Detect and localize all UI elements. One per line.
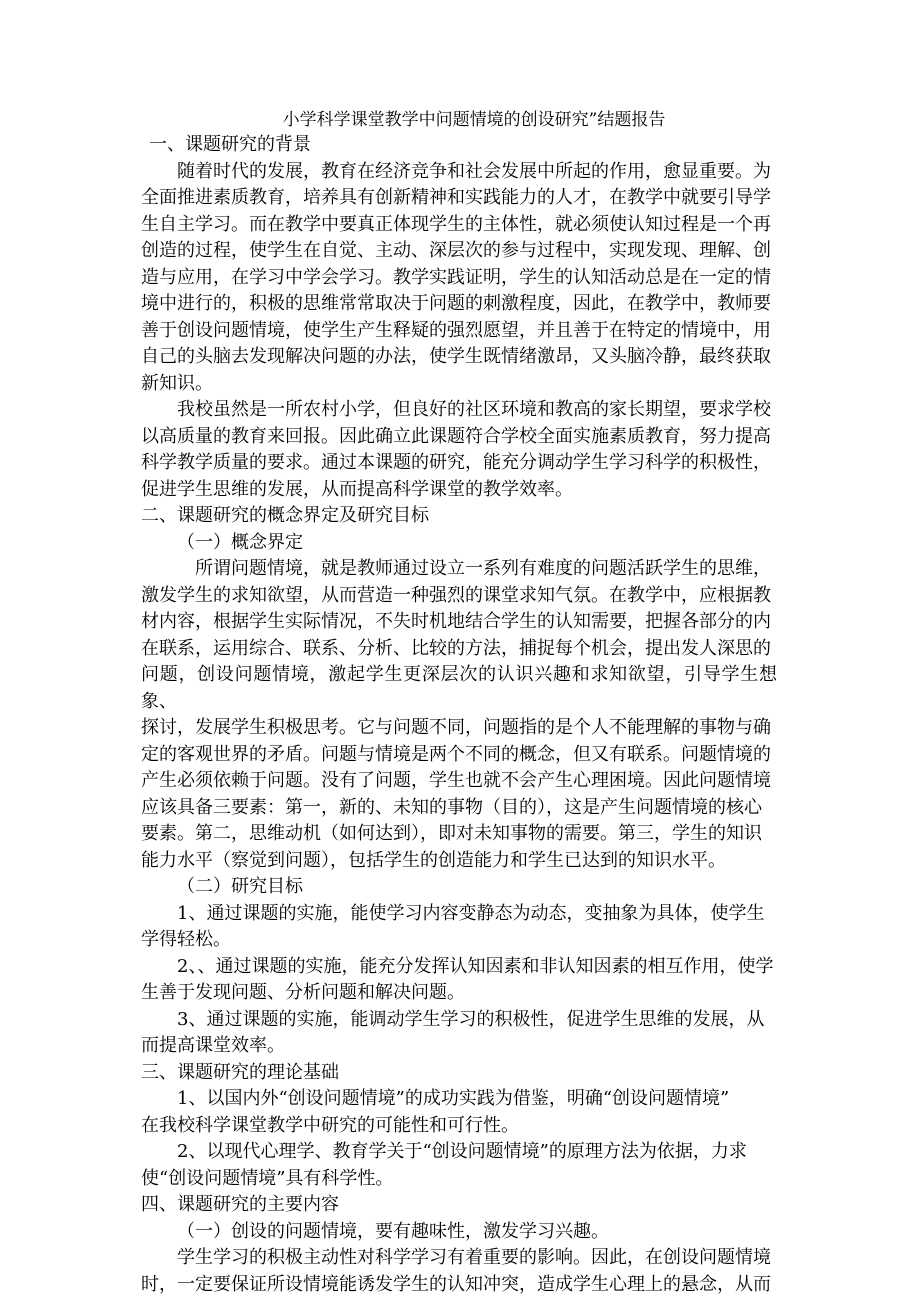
body-line: 学得轻松。: [141, 929, 231, 950]
body-line: 使“创设问题情境”具有科学性。: [141, 1167, 394, 1189]
body-line: 随着时代的发展，教育在经济竞争和社会发展中所起的作用，愈显重要。为: [177, 160, 771, 182]
body-line: 能力水平（察觉到问题），包括学生的创造能力和学生已达到的知识水平。: [141, 849, 726, 871]
body-line: 2、、通过课题的实施，能充分发挥认知因素和非认知因素的相互作用，使学: [177, 955, 774, 977]
body-line: 定的客观世界的矛盾。问题与情境是两个不同的概念，但又有联系。问题情境的: [141, 743, 771, 765]
body-line: 而提高课堂效率。: [141, 1035, 285, 1056]
body-line: 创造的过程，使学生在自觉、主动、深层次的参与过程中，实现发现、理解、创: [141, 240, 771, 261]
body-line: 材内容，根据学生实际情况，不失时机地结合学生的认知需要，把握各部分的内: [141, 611, 771, 632]
subsection-heading: （一）创设的问题情境，要有趣味性，激发学习兴趣。: [177, 1220, 609, 1242]
body-line: 1、通过课题的实施，能使学习内容变静态为动态，变抽象为具体，使学生: [177, 902, 765, 924]
body-line: 时，一定要保证所设情境能诱发学生的认知冲突，造成学生心理上的悬念，从而: [141, 1273, 771, 1295]
subsection-heading: （一）概念界定: [177, 531, 303, 553]
body-line: 科学教学质量的要求。通过本课题的研究，能充分调动学生学习科学的积极性，: [141, 452, 771, 473]
body-line: 要素。第二，思维动机（如何达到），即对未知事物的需要。第三，学生的知识: [141, 823, 762, 844]
body-line: 3、通过课题的实施，能调动学生学习的积极性，促进学生思维的发展，从: [177, 1008, 765, 1030]
body-line: 自己的头脑去发现解决问题的办法，使学生既情绪激昂，又头脑冷静，最终获取: [141, 346, 771, 367]
section-heading: 二、课题研究的概念界定及研究目标: [141, 505, 429, 526]
body-line: 在联系，运用综合、联系、分析、比较的方法，捕捉每个机会，提出发人深思的: [141, 637, 771, 659]
document-title: 小学科学课堂教学中问题情境的创设研究”结题报告: [282, 110, 666, 130]
body-line: 全面推进素质教育，培养具有创新精神和实践能力的人才，在教学中就要引导学: [141, 187, 771, 208]
document-body: [141, 132, 777, 1298]
body-line: 所谓问题情境，就是教师通过设立一系列有难度的问题活跃学生的思维，: [195, 558, 771, 579]
body-line: 在我校科学课堂教学中研究的可能性和可行性。: [141, 1114, 519, 1136]
body-line: 激发学生的求知欲望，从而营造一种强烈的课堂求知气氛。在教学中，应根据教: [141, 584, 771, 606]
body-line: 我校虽然是一所农村小学，但良好的社区环境和教高的家长期望，要求学校: [177, 399, 771, 420]
body-line: 生自主学习。而在教学中要真正体现学生的主体性，就必须使认知过程是一个再: [141, 213, 771, 235]
body-line: 2、以现代心理学、教育学关于“创设问题情境”的原理方法为依据，力求: [177, 1141, 747, 1162]
body-line: 新知识。: [141, 372, 213, 394]
section-heading: 四、课题研究的主要内容: [141, 1194, 339, 1215]
body-line: 探讨，发展学生积极思考。它与问题不同，问题指的是个人不能理解的事物与确: [141, 717, 771, 738]
section-heading: 一、课题研究的背景: [149, 134, 311, 155]
body-line: 境中进行的，积极的思维常常取决于问题的刺激程度，因此，在教学中，教师要: [141, 293, 771, 314]
body-line: 以高质量的教育来回报。因此确立此课题符合学校全面实施素质教育，努力提高: [141, 425, 771, 447]
body-line: 善于创设问题情境，使学生产生释疑的强烈愿望，并且善于在特定的情境中，用: [141, 319, 771, 341]
section-heading: 三、课题研究的理论基础: [141, 1061, 339, 1083]
body-line: 造与应用，在学习中学会学习。教学实践证明，学生的认知活动总是在一定的情: [141, 266, 771, 288]
body-line: 1、以国内外“创设问题情境”的成功实践为借鉴，明确“创设问题情境”: [177, 1088, 730, 1109]
body-line: 产生必须依赖于问题。没有了问题，学生也就不会产生心理困境。因此问题情境: [141, 770, 771, 791]
body-line: 学生学习的积极主动性对科学学习有着重要的影响。因此，在创设问题情境: [177, 1247, 771, 1268]
body-line: 问题，创设问题情境，激起学生更深层次的认识兴趣和求知欲望，引导学生想象、: [141, 664, 777, 712]
subsection-heading: （二）研究目标: [177, 876, 303, 897]
body-line: 生善于发现问题、分析问题和解决问题。: [141, 982, 465, 1003]
body-line: 应该具备三要素：第一，新的、未知的事物（目的），这是产生问题情境的核心: [141, 796, 762, 818]
body-line: 促进学生思维的发展，从而提高科学课堂的教学效率。: [141, 478, 573, 500]
